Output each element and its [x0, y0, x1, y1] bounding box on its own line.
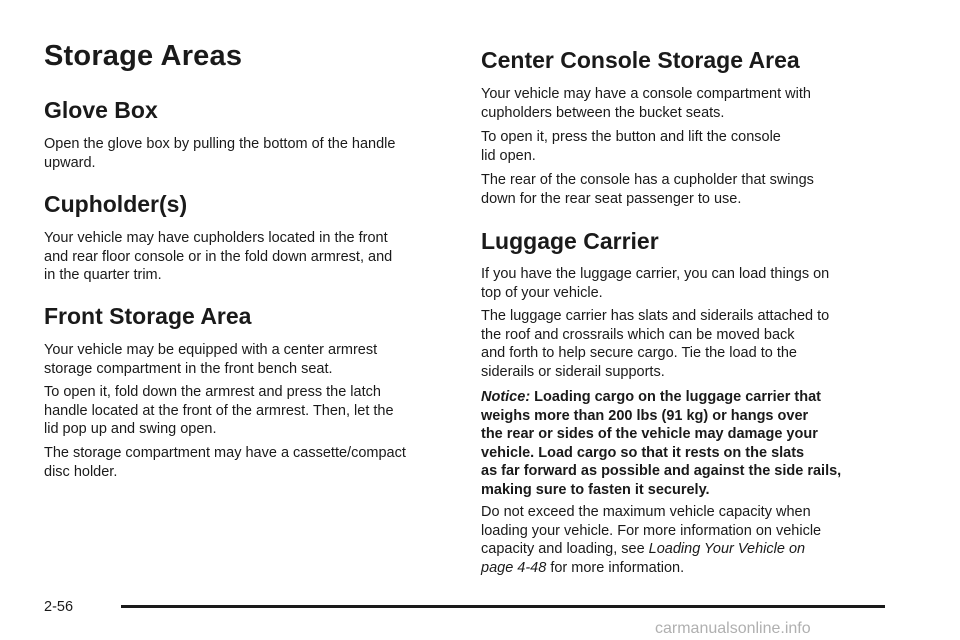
heading-cupholders: Cupholder(s) — [44, 191, 188, 217]
heading-front-storage: Front Storage Area — [44, 303, 252, 329]
heading-center-console: Center Console Storage Area — [481, 47, 800, 73]
cross-reference-link[interactable]: Loading Your Vehicle on page 4-48 — [481, 541, 806, 576]
front-storage-text-2: To open it, fold down the armrest and press the latch handle located at the front of the armrest. Then, let the lid pop up and swing open. — [44, 384, 394, 437]
luggage-carrier-text-2: The luggage carrier has slats and siderails attached to the roof and crossrails which can be moved back and forth to help secure cargo. Tie the load to the siderails or siderail supports. — [481, 308, 830, 380]
notice-text: Loading cargo on the luggage carrier that weighs more than 200 lbs (91 kg) or hangs over the rear or sides of the vehicle may damage your vehicle. Load cargo so that it rests on the slats as far forward as possible and against the side rails, making sure to fasten it securely. — [481, 389, 842, 498]
luggage-carrier-text-1: If you have the luggage carrier, you can load things on top of your vehicle. — [481, 266, 830, 301]
luggage-carrier-text-4 — [481, 503, 821, 577]
capacity-text-start: Do not exceed the maximum vehicle capacity when loading your vehicle. For more information on vehicle capacity and loading, see — [481, 504, 822, 557]
heading-glove-box: Glove Box — [44, 97, 158, 123]
footer-rule — [121, 605, 885, 608]
page-title: Storage Areas — [44, 40, 243, 72]
front-storage-text-1: Your vehicle may be equipped with a center armrest storage compartment in the front bench seat. — [44, 342, 378, 377]
glove-box-text: Open the glove box by pulling the bottom of the handle upward. — [44, 136, 396, 171]
notice-paragraph — [481, 388, 841, 499]
capacity-text-end: for more information. — [546, 559, 685, 576]
notice-label: Notice: — [481, 389, 531, 405]
watermark: carmanualsonline.info — [655, 620, 811, 637]
page-number: 2-56 — [44, 599, 74, 615]
front-storage-text-3: The storage compartment may have a cassette/compact disc holder. — [44, 445, 406, 480]
cupholders-text: Your vehicle may have cupholders located in the front and rear floor console or in the fold down armrest, and in the quarter trim. — [44, 230, 393, 283]
center-console-text-1: Your vehicle may have a console compartment with cupholders between the bucket seats. — [481, 86, 811, 121]
center-console-text-2: To open it, press the button and lift the console lid open. — [481, 129, 781, 164]
heading-luggage-carrier: Luggage Carrier — [481, 228, 659, 254]
center-console-text-3: The rear of the console has a cupholder that swings down for the rear seat passenger to use. — [481, 172, 814, 207]
